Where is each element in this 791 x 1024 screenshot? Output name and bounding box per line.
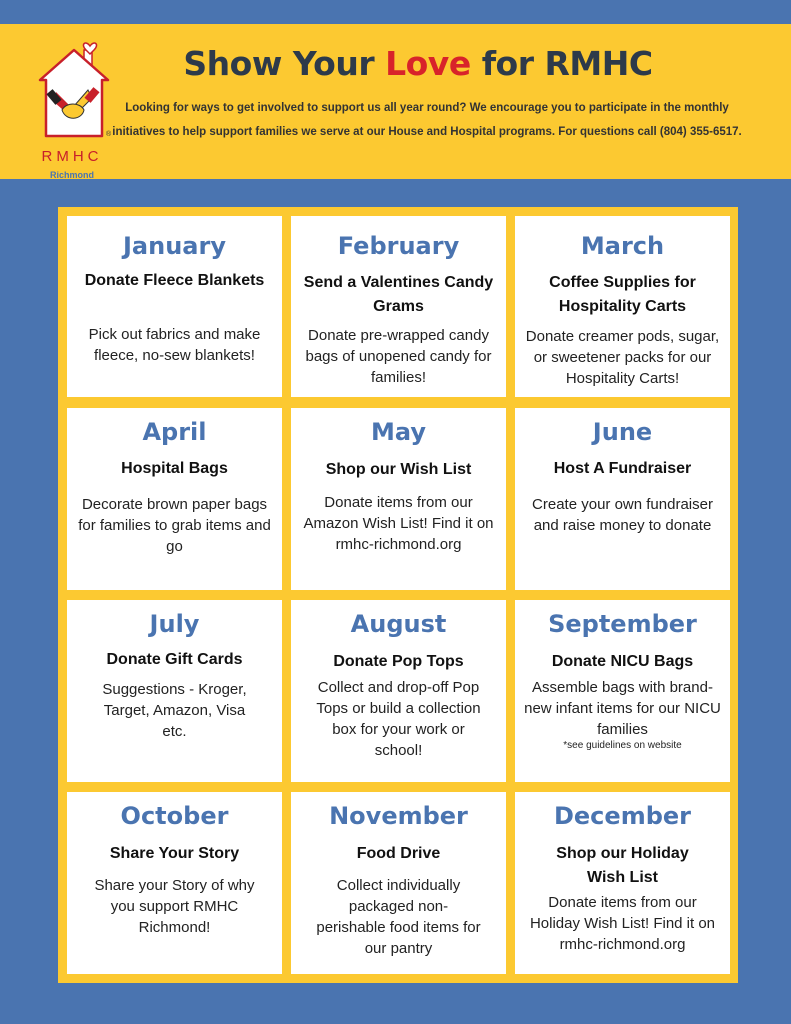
initiative-title: Host A Fundraiser (553, 460, 692, 477)
registered-mark: ® (106, 131, 112, 138)
month-name: August (350, 610, 447, 638)
month-card-october (67, 792, 282, 974)
month-name: February (337, 232, 460, 260)
title-love: Love (385, 44, 471, 83)
month-card-november (291, 792, 506, 974)
initiative-description: Create your own fundraiser and raise money to donate (532, 496, 713, 534)
month-card-march (515, 216, 730, 397)
initiative-title: Donate Fleece Blankets (84, 272, 265, 289)
calendar-grid (58, 207, 738, 983)
logo-wordmark: RMHC (41, 148, 103, 165)
initiative-title: Shop our Holiday Wish List (556, 845, 689, 886)
month-card-january (67, 216, 282, 397)
month-card-august (291, 600, 506, 782)
house-hands-icon (36, 36, 112, 148)
top-border (0, 0, 791, 24)
month-name: July (149, 610, 200, 638)
month-name: June (592, 418, 653, 446)
initiative-description: Decorate brown paper bags for families to grab items and go (78, 496, 271, 555)
initiative-title: Donate Gift Cards (106, 651, 243, 668)
initiative-description: Pick out fabrics and make fleece, no-sew blankets! (88, 326, 261, 364)
initiative-title: Shop our Wish List (325, 461, 472, 478)
rmhc-logo (30, 36, 114, 180)
month-name: March (580, 232, 665, 260)
initiative-description: Share your Story of why you support RMHC Richmond! (94, 877, 255, 936)
month-card-september (515, 600, 730, 782)
month-card-december (515, 792, 730, 974)
header-banner (0, 24, 791, 179)
month-card-february (291, 216, 506, 397)
month-name: December (553, 802, 691, 830)
guidelines-note: *see guidelines on website (563, 740, 682, 751)
initiative-title: Donate Pop Tops (333, 653, 464, 670)
month-name: April (142, 418, 207, 446)
logo-location: Richmond (50, 170, 94, 180)
intro-text: Looking for ways to get involved to support us all year round? We encourage you to participate in the monthly initiatives to help support families we serve at our House and Hospital programs. For questions call (804) 355-6517. (112, 102, 742, 138)
month-name: September (548, 610, 697, 638)
initiative-description: Donate items from our Holiday Wish List! Find it on rmhc-richmond.org (529, 894, 716, 953)
month-card-may (291, 408, 506, 590)
month-name: January (123, 232, 226, 260)
title-part-2: for RMHC (470, 44, 653, 83)
initiative-title: Coffee Supplies for Hospitality Carts (549, 274, 696, 315)
initiative-title: Share Your Story (109, 845, 240, 862)
initiative-description: Suggestions - Kroger, Target, Amazon, Visa etc. (102, 681, 247, 740)
initiative-title: Send a Valentines Candy Grams (303, 274, 494, 315)
month-card-july (67, 600, 282, 782)
bottom-border (0, 1014, 791, 1024)
month-name: October (120, 802, 229, 830)
initiative-title: Donate NICU Bags (551, 653, 694, 670)
initiative-title: Hospital Bags (121, 460, 228, 477)
initiative-description: Collect and drop-off Pop Tops or build a collection box for your work or school! (316, 679, 481, 759)
initiative-description: Donate items from our Amazon Wish List! Find it on rmhc-richmond.org (303, 494, 494, 553)
initiative-description: Assemble bags with brand-new infant items for our NICU families (524, 679, 721, 738)
month-name: November (329, 802, 468, 830)
initiative-title: Food Drive (356, 845, 441, 862)
month-card-june (515, 408, 730, 590)
month-name: May (371, 418, 426, 446)
page-title (118, 44, 718, 83)
initiative-description: Collect individually packaged non-perishable food items for our pantry (316, 877, 481, 957)
initiative-description: Donate pre-wrapped candy bags of unopened candy for families! (305, 327, 492, 386)
month-card-april (67, 408, 282, 590)
title-part-1: Show Your (183, 44, 386, 83)
initiative-description: Donate creamer pods, sugar, or sweetener packs for our Hospitality Carts! (525, 328, 720, 387)
